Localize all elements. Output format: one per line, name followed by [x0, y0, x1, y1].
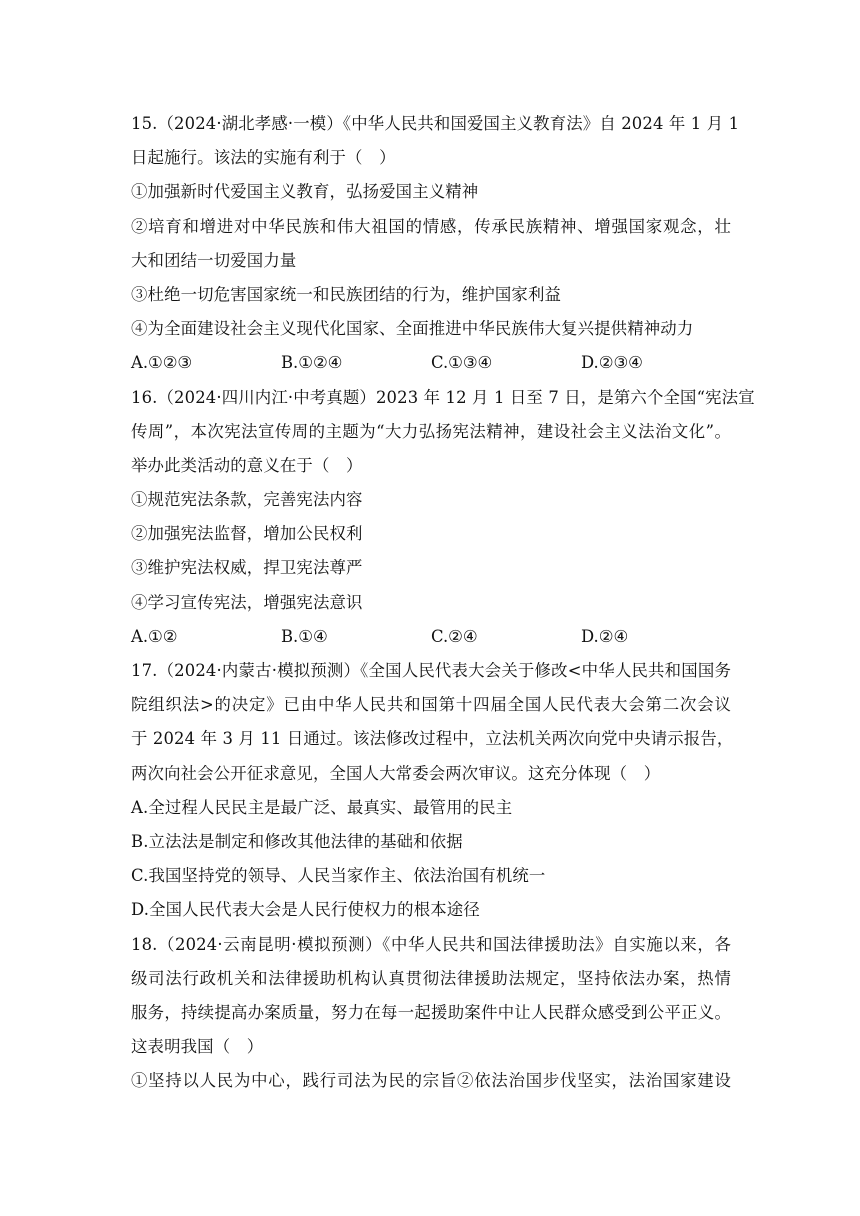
- statement-item: ①规范宪法条款，完善宪法内容: [131, 490, 363, 510]
- question-stem-line: 传周”，本次宪法宣传周的主题为“大力弘扬宪法精神，建设社会主义法治文化”。: [131, 421, 731, 441]
- option-c: C.我国坚持党的领导、人民当家作主、依法治国有机统一: [131, 866, 546, 886]
- question-stem-line: 16.（2024·四川内江·中考真题）2023 年 12 月 1 日至 7 日，是第六个全国“宪法宣: [131, 387, 755, 407]
- question-stem-line: 15.（2024·湖北孝感·一模）《中华人民共和国爱国主义教育法》自 2024 年 1 月 1: [131, 114, 740, 133]
- statement-item: ④为全面建设社会主义现代化国家、全面推进中华民族伟大复兴提供精神动力: [131, 319, 694, 339]
- question-stem-line: 日起施行。该法的实施有利于（ ）: [131, 148, 396, 168]
- question-stem-line: 举办此类活动的意义在于（ ）: [131, 455, 363, 475]
- answer-options: [131, 346, 731, 380]
- question-list: [131, 107, 755, 1098]
- option-a: A.①②: [131, 626, 178, 646]
- statement-item: ③杜绝一切危害国家统一和民族团结的行为，维护国家利益: [131, 284, 562, 304]
- option-a: A.全过程人民民主是最广泛、最真实、最管用的民主: [131, 797, 513, 817]
- option-b: B.立法法是制定和修改其他法律的基础和依据: [131, 831, 463, 851]
- question-16: [131, 381, 755, 655]
- question-stem-line: 18.（2024·云南昆明·模拟预测）《中华人民共和国法律援助法》自实施以来，各: [131, 934, 731, 954]
- question-stem-line: 两次向社会公开征求意见，全国人大常委会两次审议。这充分体现（ ）: [131, 763, 661, 783]
- option-c: C.②④: [431, 626, 478, 646]
- statement-item: ②加强宪法监督，增加公民权利: [131, 524, 363, 544]
- question-stem-line: 服务，持续提高办案质量，努力在每一起援助案件中让人民群众感受到公平正义。: [131, 1002, 731, 1022]
- question-18: [131, 928, 731, 1099]
- question-stem-line: 院组织法>的决定》已由中华人民共和国第十四届全国人民代表大会第二次会议: [131, 695, 731, 715]
- statement-item: ②培育和增进对中华民族和伟大祖国的情感，传承民族精神、增强国家观念，壮: [131, 216, 731, 236]
- question-17: [131, 654, 734, 928]
- option-d: D.②③④: [581, 353, 643, 373]
- answer-options: [131, 620, 731, 654]
- statement-item: ①坚持以人民为中心，践行司法为民的宗旨②依法治国步伐坚实，法治国家建设: [131, 1071, 731, 1091]
- option-d: D.全国人民代表大会是人民行使权力的根本途径: [131, 900, 480, 920]
- option-b: B.①②④: [281, 353, 343, 373]
- option-b: B.①④: [281, 626, 328, 646]
- question-stem-line: 级司法行政机关和法律援助机构认真贯彻法律援助法规定，坚持依法办案，热情: [131, 968, 731, 988]
- statement-item: ④学习宣传宪法，增强宪法意识: [131, 592, 363, 612]
- statement-item: ①加强新时代爱国主义教育，弘扬爱国主义精神: [131, 182, 479, 202]
- option-c: C.①③④: [431, 353, 493, 373]
- question-15: [131, 107, 740, 381]
- question-stem-line: 这表明我国（ ）: [131, 1037, 264, 1057]
- statement-item: ③维护宪法权威，捍卫宪法尊严: [131, 558, 363, 578]
- statement-item-cont: 大和团结一切爱国力量: [131, 250, 297, 270]
- question-stem-line: 17.（2024·内蒙古·模拟预测）《全国人民代表大会关于修改<中华人民共和国国务: [131, 661, 731, 680]
- option-d: D.②④: [581, 626, 629, 646]
- option-a: A.①②③: [131, 353, 193, 373]
- question-stem-line: 于 2024 年 3 月 11 日通过。该法修改过程中，立法机关两次向党中央请示报告，: [131, 729, 734, 749]
